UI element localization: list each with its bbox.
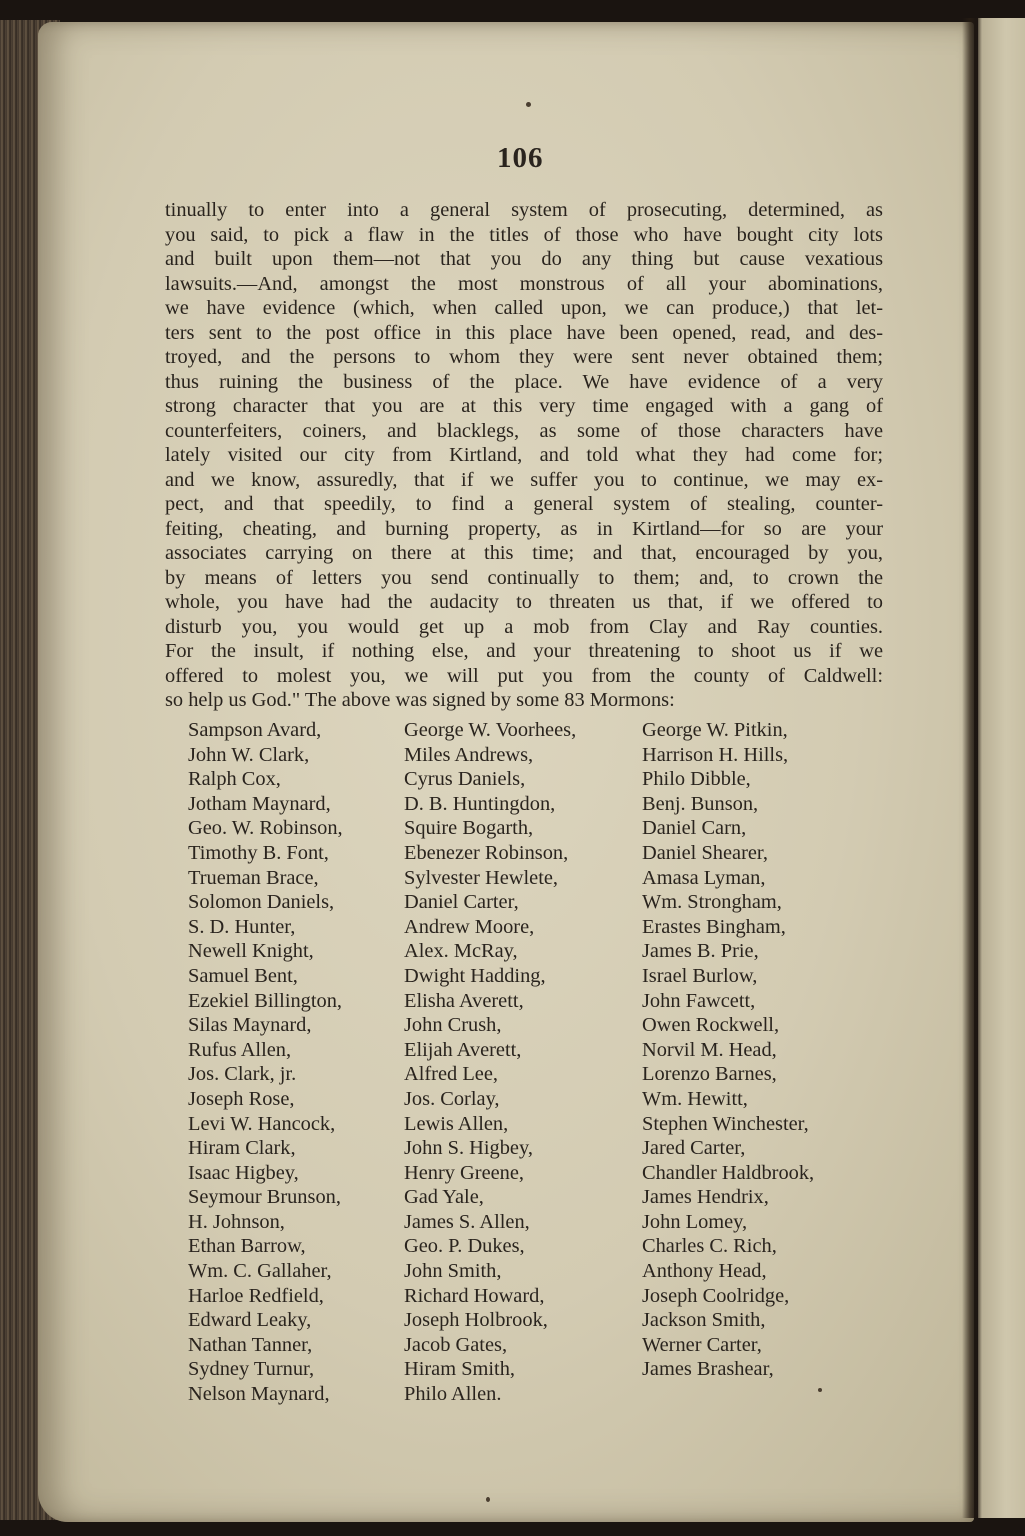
signer-name: Daniel Carn, (642, 817, 747, 840)
body-text-line: pect, and that speedily, to find a general system of stealing, counter- (165, 493, 883, 515)
signer-name: D. B. Huntingdon, (404, 792, 556, 815)
signer-name: James Hendrix, (642, 1186, 769, 1209)
body-text-line: disturb you, you would get up a mob from Clay and Ray counties. (165, 615, 883, 638)
signer-name: Jos. Clark, jr. (188, 1063, 297, 1086)
body-text-line: thus ruining the business of the place. We have evidence of a very (165, 370, 883, 393)
body-text-line: and we know, assuredly, that if we suffer you to continue, we may ex- (165, 468, 883, 491)
ink-speck (486, 1497, 490, 1502)
signer-name: Hiram Clark, (188, 1137, 296, 1160)
signer-name: Philo Allen. (404, 1383, 502, 1406)
signer-name: Werner Carter, (642, 1333, 762, 1356)
signer-name: Elisha Averett, (404, 989, 524, 1012)
signer-name: Geo. P. Dukes, (404, 1235, 525, 1258)
signers-column-1 (188, 718, 343, 1407)
signer-name: Timothy B. Font, (188, 841, 329, 864)
signer-name: Newell Knight, (188, 940, 314, 963)
signer-name: John Fawcett, (642, 989, 756, 1012)
signer-name: Silas Maynard, (188, 1014, 312, 1037)
signer-name: John Crush, (404, 1014, 502, 1037)
signer-name: Erastes Bingham, (642, 915, 786, 938)
body-text-line: you said, to pick a flaw in the titles of those who have bought city lots (165, 223, 883, 246)
signer-name: Samuel Bent, (188, 964, 298, 987)
signer-name: Jotham Maynard, (188, 792, 331, 815)
signer-name: Philo Dibble, (642, 768, 751, 791)
body-text (165, 198, 883, 713)
signer-name: Geo. W. Robinson, (188, 817, 343, 840)
signers-column-2 (404, 718, 576, 1407)
signer-name: Jared Carter, (642, 1137, 746, 1160)
signer-name: H. Johnson, (188, 1210, 285, 1233)
signer-name: Amasa Lyman, (642, 866, 766, 889)
signer-name: Jos. Corlay, (404, 1087, 500, 1110)
signer-name: James S. Allen, (404, 1210, 530, 1233)
signer-name: Miles Andrews, (404, 743, 534, 766)
signer-name: Alex. McRay, (404, 940, 518, 963)
signer-name: Jacob Gates, (404, 1333, 508, 1356)
signer-name: Nathan Tanner, (188, 1333, 313, 1356)
signer-name: Ethan Barrow, (188, 1235, 306, 1258)
signer-name: Lewis Allen, (404, 1112, 509, 1135)
signer-name: Edward Leaky, (188, 1309, 312, 1332)
signer-name: John W. Clark, (188, 743, 310, 766)
signer-name: Lorenzo Barnes, (642, 1063, 777, 1086)
body-text-line: For the insult, if nothing else, and your threatening to shoot us if we (165, 640, 883, 662)
signer-name: Israel Burlow, (642, 964, 758, 987)
body-text-line: ters sent to the post office in this place have been opened, read, and des- (165, 321, 883, 344)
signers-list (0, 718, 1025, 1408)
signer-name: Gad Yale, (404, 1186, 484, 1209)
body-text-line: we have evidence (which, when called upon, we can produce,) that let- (165, 297, 883, 319)
signer-name: Owen Rockwell, (642, 1014, 780, 1037)
body-text-line: so help us God." The above was signed by some 83 Mormons: (165, 689, 675, 711)
body-text-line: and built upon them—not that you do any thing but cause vexatious (165, 248, 883, 270)
signer-name: Charles C. Rich, (642, 1235, 777, 1258)
body-text-line: offered to molest you, we will put you from the county of Caldwell: (165, 664, 883, 687)
signer-name: Cyrus Daniels, (404, 768, 526, 791)
signer-name: Sampson Avard, (188, 719, 322, 741)
signer-name: Rufus Allen, (188, 1038, 292, 1061)
signer-name: Hiram Smith, (404, 1358, 516, 1381)
body-text-line: lawsuits.—And, amongst the most monstrous of all your abominations, (165, 272, 883, 295)
signer-name: John Smith, (404, 1260, 502, 1283)
body-text-line: associates carrying on there at this time; and that, encouraged by you, (165, 542, 883, 564)
signer-name: Elijah Averett, (404, 1038, 522, 1061)
signer-name: Solomon Daniels, (188, 891, 335, 914)
signer-name: Trueman Brace, (188, 866, 319, 889)
body-text-line: whole, you have had the audacity to threaten us that, if we offered to (165, 591, 883, 613)
signer-name: Wm. C. Gallaher, (188, 1260, 332, 1283)
signer-name: Sylvester Hewlete, (404, 866, 559, 889)
signer-name: John Lomey, (642, 1210, 748, 1233)
signer-name: Ralph Cox, (188, 768, 281, 791)
signer-name: Benj. Bunson, (642, 792, 759, 815)
signer-name: Ebenezer Robinson, (404, 841, 569, 864)
signer-name: Harloe Redfield, (188, 1284, 324, 1307)
signer-name: James Brashear, (642, 1358, 774, 1381)
ink-speck (526, 102, 531, 107)
signer-name: Chandler Haldbrook, (642, 1161, 815, 1184)
signer-name: Wm. Hewitt, (642, 1087, 748, 1110)
signer-name: Nelson Maynard, (188, 1383, 330, 1406)
signer-name: Richard Howard, (404, 1284, 545, 1307)
signer-name: Jackson Smith, (642, 1309, 766, 1332)
signer-name: Levi W. Hancock, (188, 1112, 336, 1135)
signer-name: Harrison H. Hills, (642, 743, 789, 766)
signer-name: Wm. Strongham, (642, 891, 782, 914)
signer-name: James B. Prie, (642, 940, 759, 963)
signer-name: George W. Voorhees, (404, 719, 577, 741)
page-number: 106 (497, 142, 544, 174)
signer-name: Squire Bogarth, (404, 817, 534, 840)
signer-name: Daniel Carter, (404, 891, 519, 914)
signer-name: Dwight Hadding, (404, 964, 546, 987)
signer-name: John S. Higbey, (404, 1137, 533, 1160)
signer-name: Sydney Turnur, (188, 1358, 315, 1381)
signer-name: Anthony Head, (642, 1260, 767, 1283)
signer-name: George W. Pitkin, (642, 719, 788, 741)
signers-column-3 (642, 718, 814, 1382)
signer-name: Stephen Winchester, (642, 1112, 809, 1135)
signer-name: Daniel Shearer, (642, 841, 768, 864)
signer-name: Henry Greene, (404, 1161, 525, 1184)
signer-name: Norvil M. Head, (642, 1038, 777, 1061)
signer-name: S. D. Hunter, (188, 915, 296, 938)
body-text-line: strong character that you are at this very time engaged with a gang of (165, 395, 883, 417)
signer-name: Joseph Coolridge, (642, 1284, 790, 1307)
signer-name: Andrew Moore, (404, 915, 535, 938)
signer-name: Isaac Higbey, (188, 1161, 299, 1184)
signer-name: Ezekiel Billington, (188, 989, 343, 1012)
body-text-line: troyed, and the persons to whom they were sent never obtained them; (165, 346, 883, 368)
body-text-line: tinually to enter into a general system of prosecuting, determined, as (165, 199, 883, 221)
signer-name: Seymour Brunson, (188, 1186, 341, 1209)
signer-name: Joseph Rose, (188, 1087, 295, 1110)
body-text-line: feiting, cheating, and burning property, as in Kirtland—for so are your (165, 517, 883, 540)
body-text-line: lately visited our city from Kirtland, and told what they had come for; (165, 444, 883, 466)
signer-name: Alfred Lee, (404, 1063, 498, 1086)
body-text-line: counterfeiters, coiners, and blacklegs, as some of those characters have (165, 419, 883, 442)
body-text-line: by means of letters you send continually to them; and, to crown the (165, 566, 883, 589)
signer-name: Joseph Holbrook, (404, 1309, 548, 1332)
